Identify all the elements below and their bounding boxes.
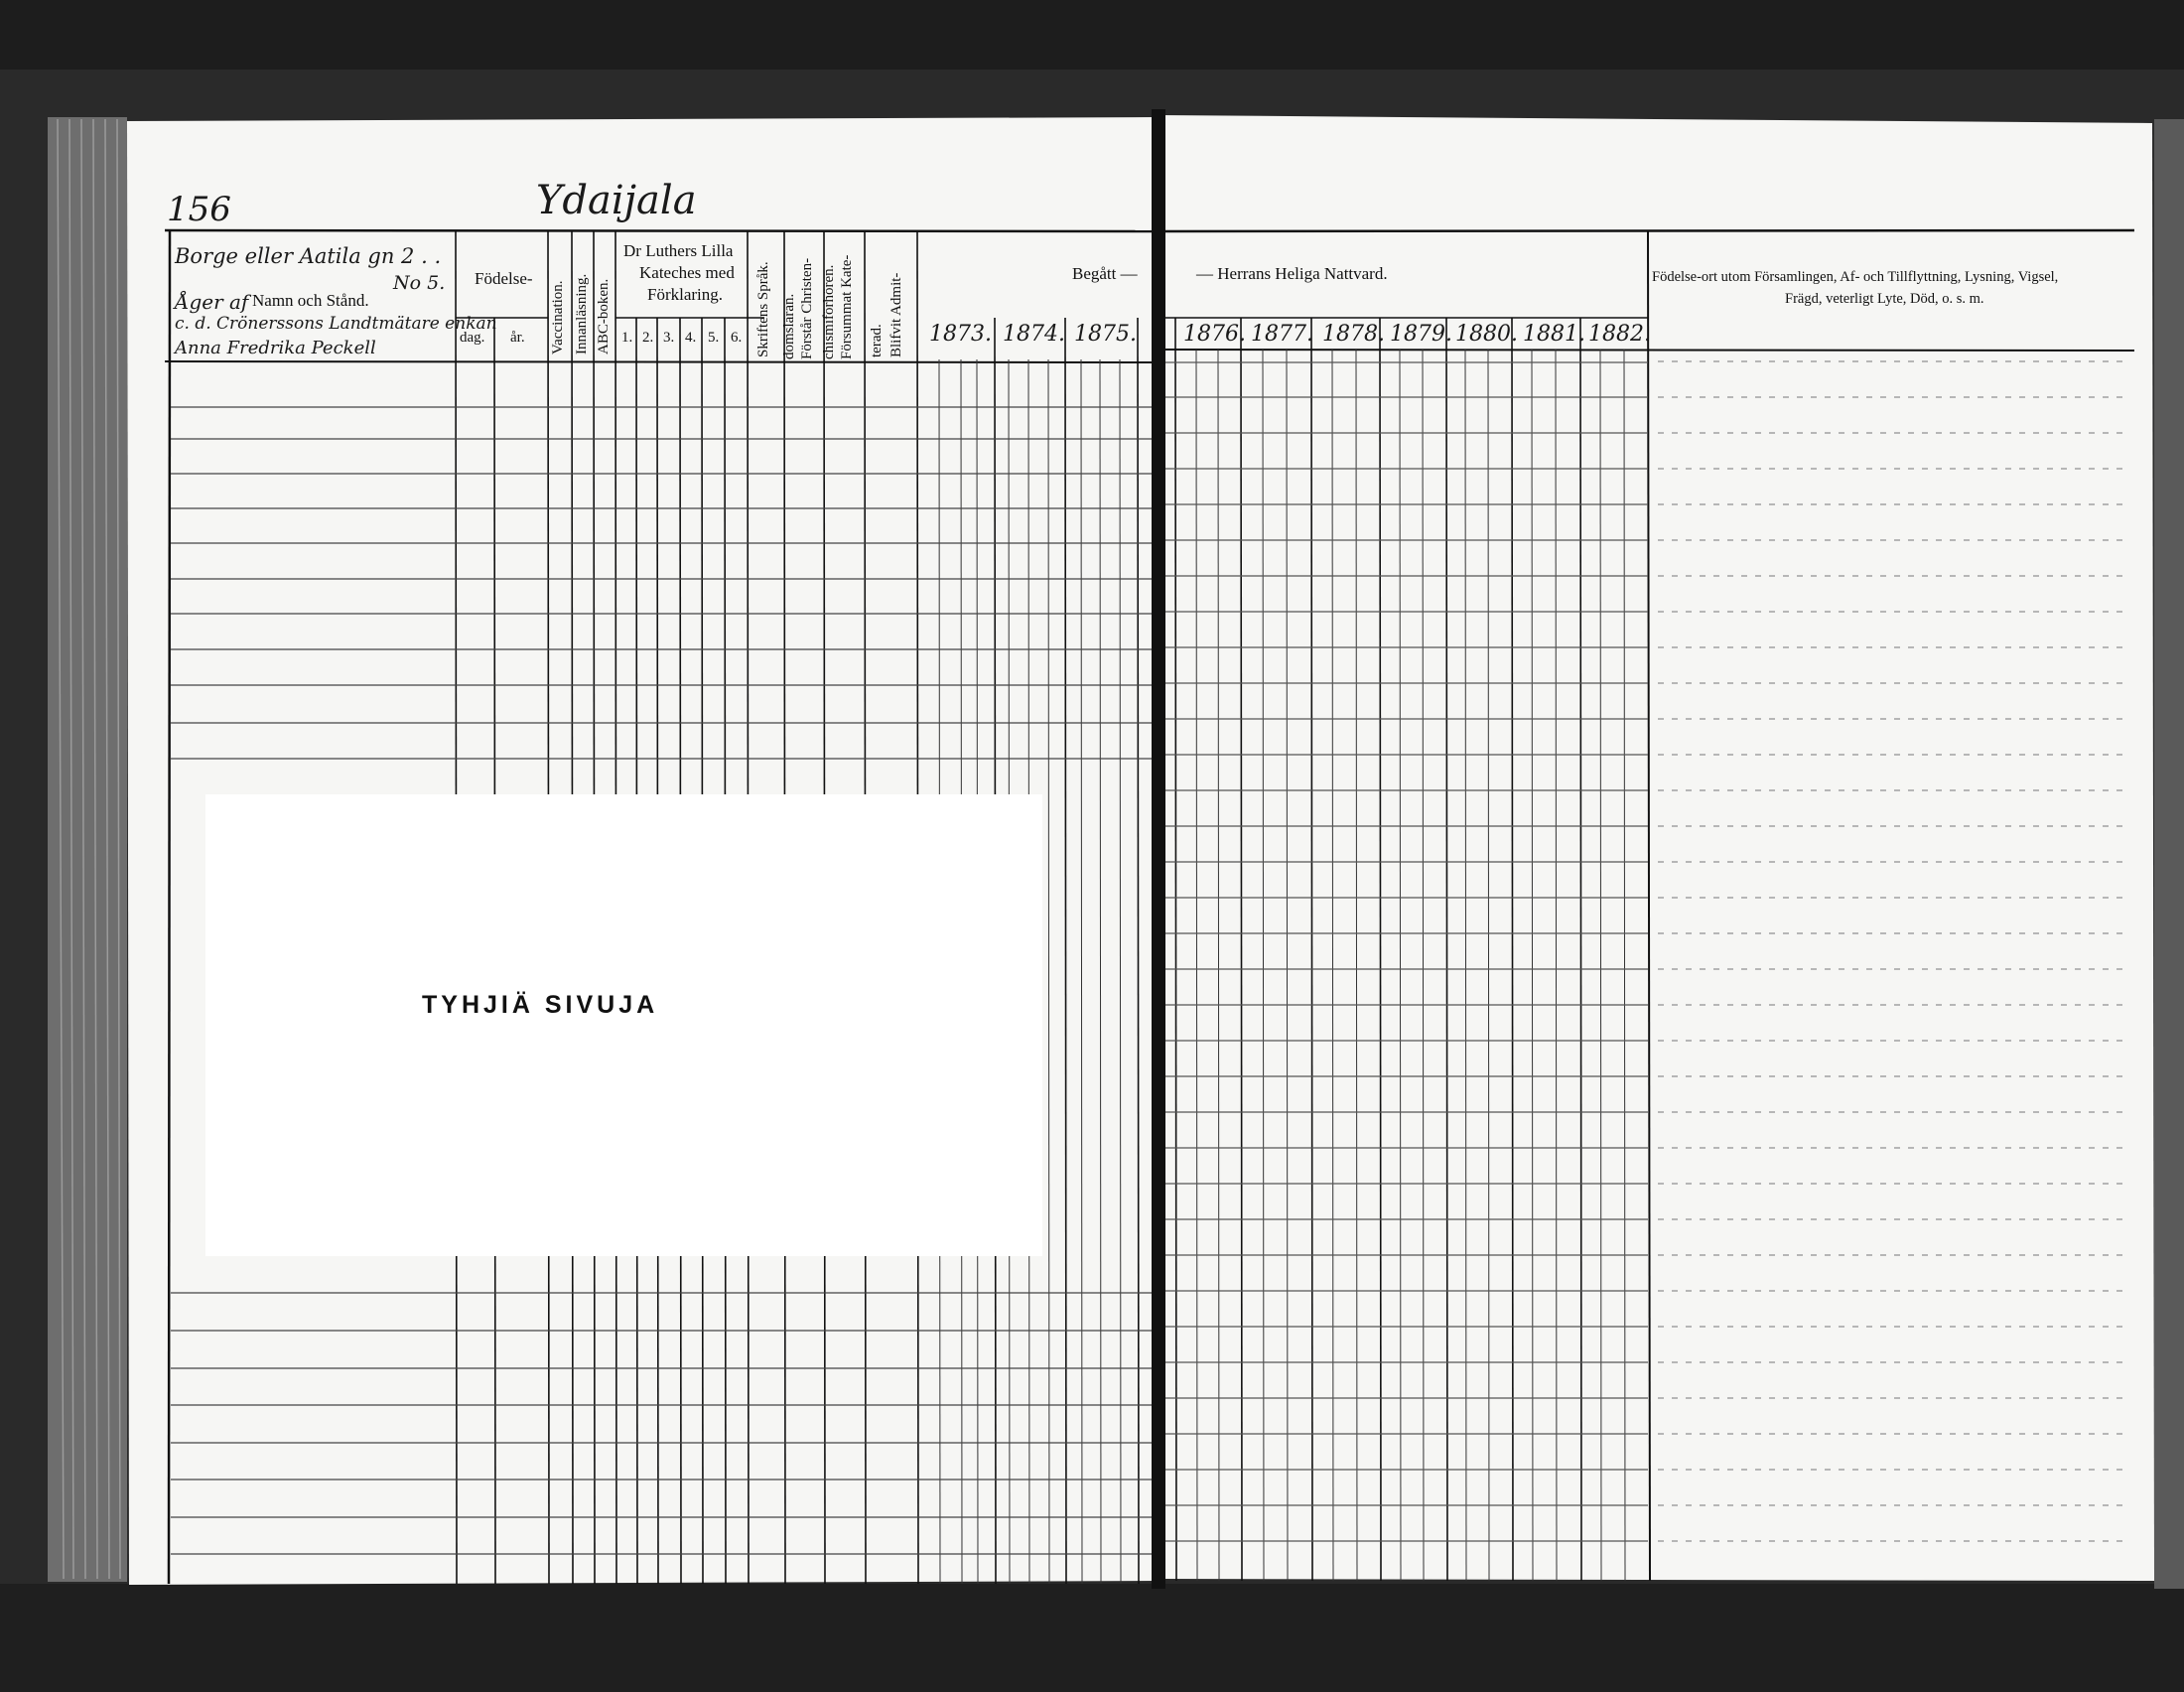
- ar-label: år.: [510, 330, 525, 346]
- luther-col-1: 1.: [621, 330, 633, 346]
- year-1878: 1878.: [1322, 322, 1385, 347]
- page-stack-left: [48, 117, 127, 1582]
- blank-pages-stamp-text: TYHJIÄ SIVUJA: [422, 991, 659, 1019]
- namn-och-stand: Namn och Stånd.: [252, 291, 369, 310]
- year-1880: 1880.: [1455, 322, 1518, 347]
- year-1875: 1875.: [1074, 322, 1137, 347]
- luther-line-3: Förklaring.: [647, 285, 724, 304]
- year-1879: 1879.: [1390, 322, 1452, 347]
- parish-name: Ydaijala: [536, 178, 697, 223]
- hand-line-1: Borge eller Aatila gn 2 . .: [175, 244, 442, 268]
- luther-col-2: 2.: [642, 330, 654, 346]
- hand-no: No 5.: [393, 272, 446, 294]
- spine: [1152, 109, 1165, 1589]
- hand-line-4: Anna Fredrika Peckell: [175, 338, 376, 358]
- forsummat-label-2: chismiförhören.: [821, 264, 837, 359]
- year-1873: 1873.: [929, 322, 992, 347]
- page-number: 156: [167, 190, 231, 229]
- luther-col-3: 3.: [663, 330, 675, 346]
- dag-label: dag.: [460, 330, 485, 346]
- forstar-label-1: Förstår Christen-: [799, 257, 815, 359]
- luther-line-1: Dr Luthers Lilla: [623, 241, 734, 260]
- fodelse-label: Födelse-: [475, 269, 533, 288]
- vaccination-label: Vaccination.: [550, 280, 566, 354]
- hand-line-2: Åger af: [175, 290, 249, 314]
- forsummat-label-1: Försummat Kate-: [839, 254, 855, 359]
- begatt-label: Begått —: [1072, 264, 1138, 283]
- year-1876: 1876.: [1183, 322, 1246, 347]
- remarks-header-line-2: Frägd, veterligt Lyte, Död, o. s. m.: [1785, 291, 1984, 307]
- hand-line-3: c. d. Crönerssons Landtmätare enkan: [175, 314, 497, 334]
- luther-line-2: Kateches med: [639, 263, 735, 282]
- blank-pages-label: [205, 794, 1042, 1256]
- year-1881: 1881.: [1523, 322, 1585, 347]
- luther-col-6: 6.: [731, 330, 743, 346]
- year-1877: 1877.: [1251, 322, 1313, 347]
- innanlasning-label: Innanläsning.: [574, 273, 590, 354]
- luther-col-4: 4.: [685, 330, 697, 346]
- forstar-label-2: domsläran.: [781, 293, 797, 359]
- remarks-header-line-1: Födelse-ort utom Församlingen, Af- och Tillflyttning, Lysning, Vigsel,: [1652, 269, 2059, 285]
- luther-col-5: 5.: [708, 330, 720, 346]
- herrans-label: — Herrans Heliga Nattvard.: [1196, 264, 1388, 283]
- year-1874: 1874.: [1003, 322, 1065, 347]
- abc-boken-label: ABC-boken.: [596, 278, 612, 354]
- skriftens-sprak-label: Skriftens Språk.: [755, 261, 771, 357]
- blifvit-label-1: Blifvit Admit-: [888, 272, 904, 357]
- year-1882: 1882.: [1588, 322, 1651, 347]
- blifvit-label-2: terad.: [869, 324, 885, 357]
